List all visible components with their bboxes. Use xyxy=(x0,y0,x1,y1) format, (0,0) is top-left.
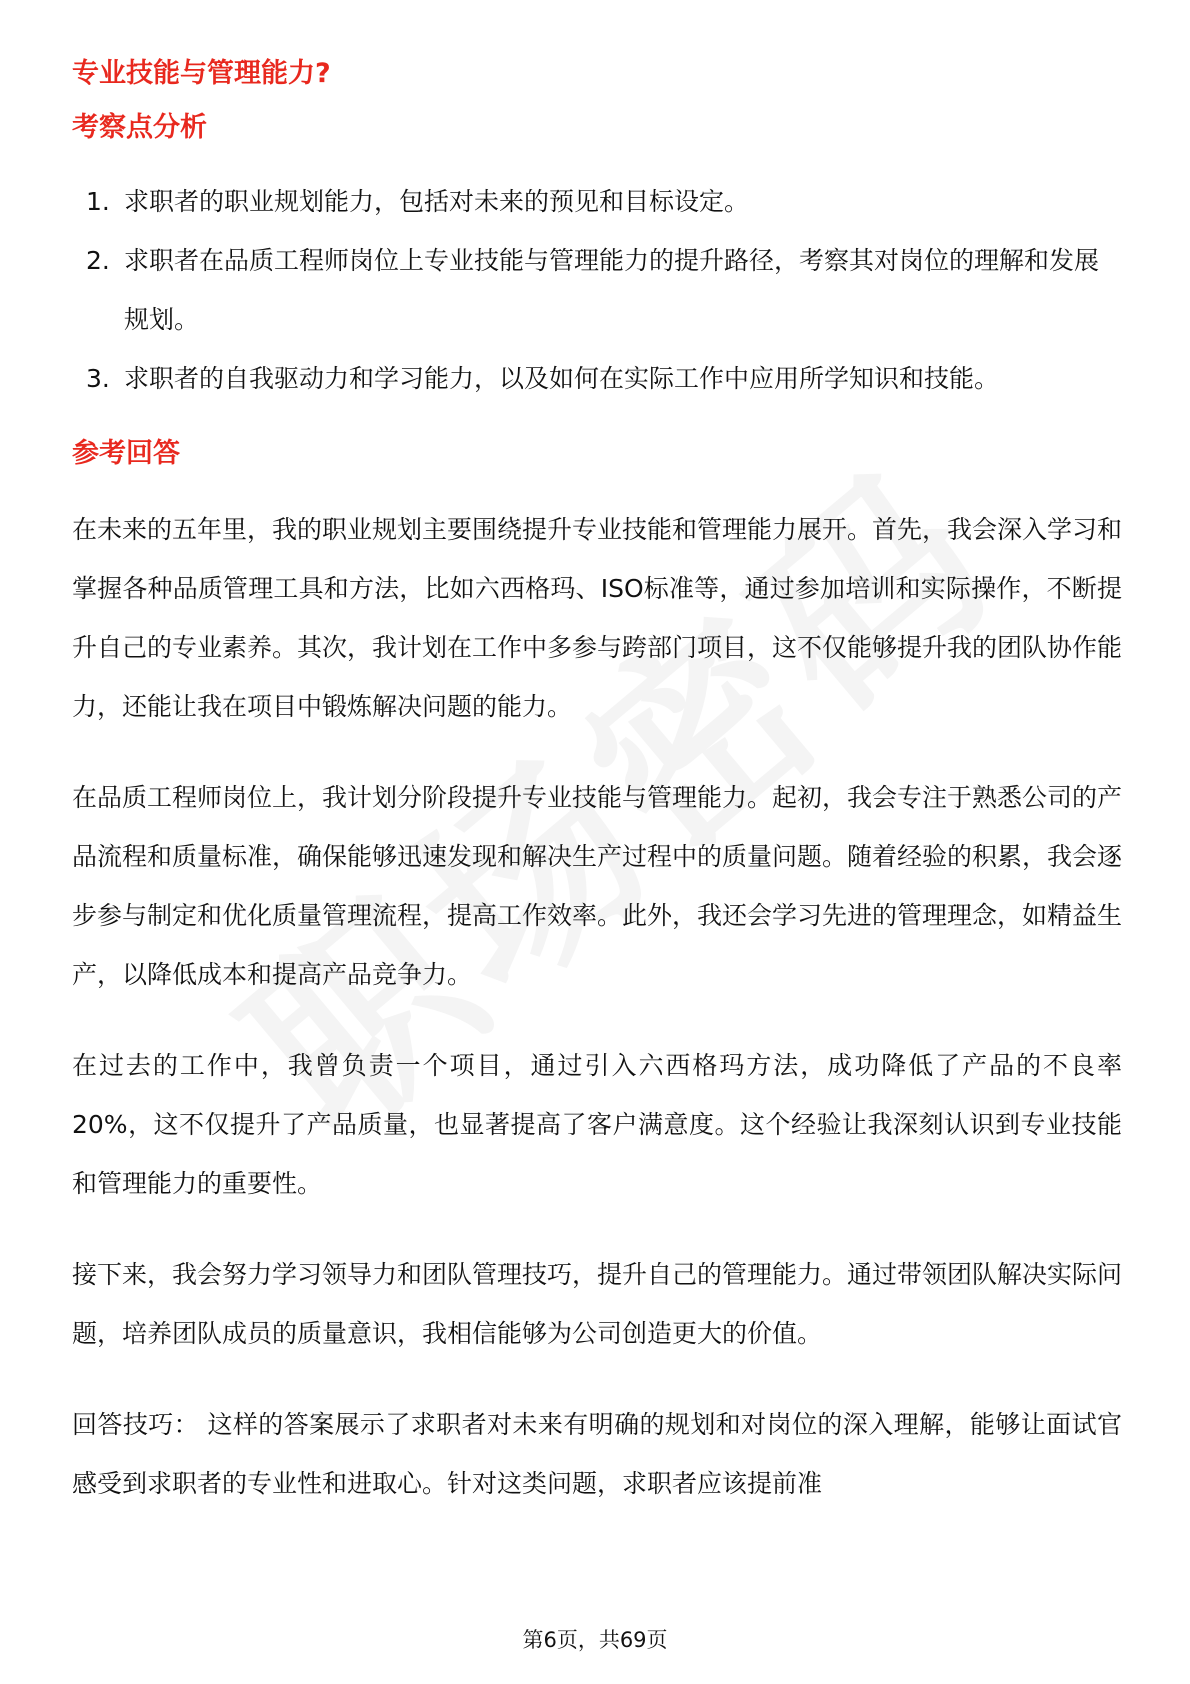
list-item xyxy=(72,172,1122,231)
list-number: 3. xyxy=(86,364,110,393)
page-footer: 第6页，共69页 xyxy=(522,1628,668,1652)
list-item xyxy=(72,349,1122,408)
answer-heading: 参考回答 xyxy=(72,438,180,469)
answer-paragraph: 在品质工程师岗位上，我计划分阶段提升专业技能与管理能力。起初，我会专注于熟悉公司的产品流程和质量标准，确保能够迅速发现和解决生产过程中的质量问题。随着经验的积累，我会逐步参与制定和优化质量管理流程，提高工作效率。此外，我还会学习先进的管理理念，如精益生产，以降低成本和提高产品竞争力。 xyxy=(72,783,1123,989)
answer-paragraph: 在未来的五年里，我的职业规划主要围绕提升专业技能和管理能力展开。首先，我会深入学习和掌握各种品质管理工具和方法，比如六西格玛、ISO标准等，通过参加培训和实际操作，不断提升自己的专业素养。其次，我计划在工作中多参与跨部门项目，这不仅能够提升我的团队协作能力，还能让我在项目中锻炼解决问题的能力。 xyxy=(72,515,1123,721)
answer-paragraph: 在过去的工作中，我曾负责一个项目，通过引入六西格玛方法，成功降低了产品的不良率20%，这不仅提升了产品质量，也显著提高了客户满意度。这个经验让我深刻认识到专业技能和管理能力的重要性。 xyxy=(72,1051,1122,1198)
analysis-heading: 考察点分析 xyxy=(72,112,207,143)
list-number: 1. xyxy=(86,187,110,216)
analysis-list xyxy=(72,172,1122,408)
question-title: 专业技能与管理能力? xyxy=(72,58,331,89)
list-text: 求职者在品质工程师岗位上专业技能与管理能力的提升路径，考察其对岗位的理解和发展规划。 xyxy=(124,246,1100,334)
answer-paragraph: 接下来，我会努力学习领导力和团队管理技巧，提升自己的管理能力。通过带领团队解决实际问题，培养团队成员的质量意识，我相信能够为公司创造更大的价值。 xyxy=(72,1260,1123,1348)
list-number: 2. xyxy=(86,246,110,275)
list-text: 求职者的职业规划能力，包括对未来的预见和目标设定。 xyxy=(124,187,750,216)
answer-tips-paragraph: 回答技巧： 这样的答案展示了求职者对未来有明确的规划和对岗位的深入理解，能够让面试官感受到求职者的专业性和进取心。针对这类问题，求职者应该提前准 xyxy=(72,1410,1122,1498)
list-item xyxy=(72,231,1122,349)
page-content xyxy=(72,54,1122,1545)
list-text: 求职者的自我驱动力和学习能力，以及如何在实际工作中应用所学知识和技能。 xyxy=(124,364,1000,393)
